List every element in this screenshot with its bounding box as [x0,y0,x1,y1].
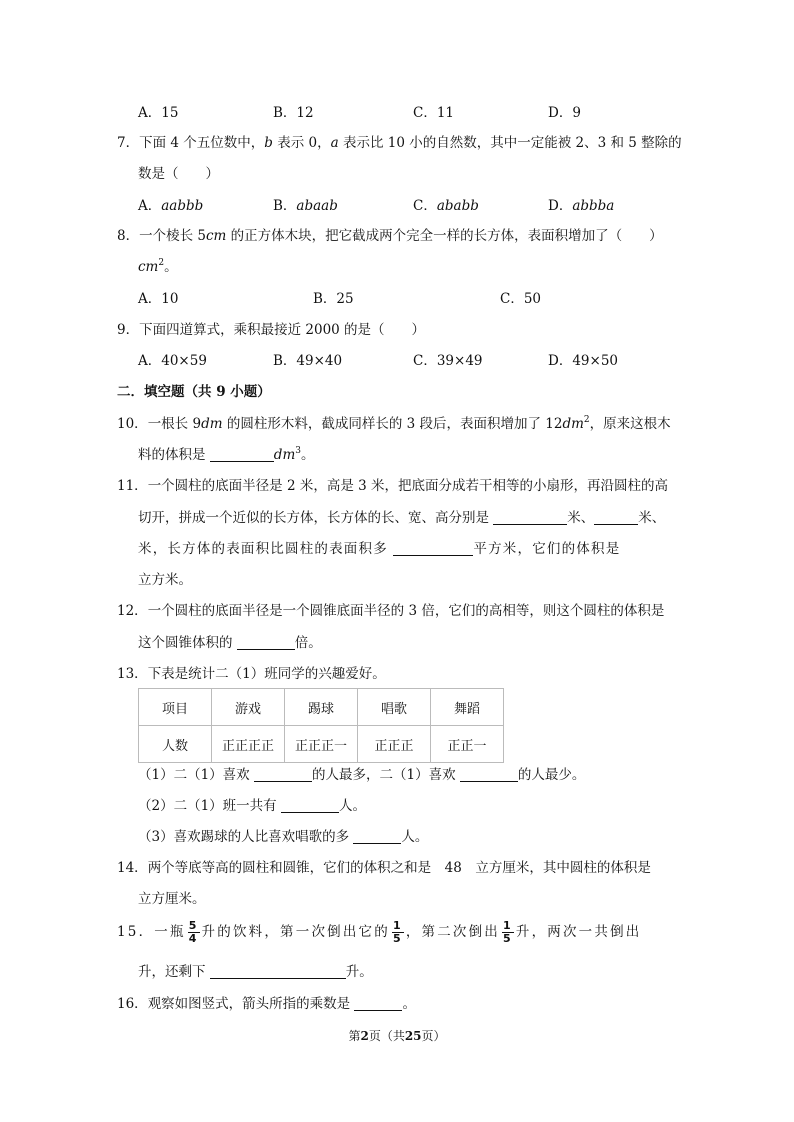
q15-line1: 15．一瓶 $\frac{5}{4}$ 升的饮料，第一次倒出它的 $\frac{1}{5}$ ，第二次倒出 $\frac{1}{5}$ 升，两次一共倒出 [117,919,642,945]
q10-line2: 料的体积是 $dm^3$。 [138,446,315,463]
q8-line2: $cm^2$。 [138,258,178,275]
table-row [139,689,504,726]
q8-option-b: B．25 [313,291,354,307]
q8-option-a: A．10 [138,291,179,307]
q9-option-b: B．49×40 [273,353,343,369]
answer-blank[interactable] [281,798,339,813]
table-row [139,726,504,763]
fraction: $\frac{1}{5}$ [392,919,403,945]
q12-line1: 12．一个圆柱的底面半径是一个圆锥底面半径的 3 倍，它们的高相等，则这个圆柱的体积是 [117,603,665,619]
q14-line1: 14．两个等底等高的圆柱和圆锥，它们的体积之和是 48 立方厘米，其中圆柱的体积是 [117,860,651,876]
q6-option-c: C．11 [413,105,455,121]
q13-line1: 13．下表是统计二（1）班同学的兴趣爱好。 [117,666,386,682]
q11-line1: 11．一个圆柱的底面半径是 2 米，高是 3 米，把底面分成若干相等的小扇形，再沿圆柱的高 [117,478,669,494]
q13-sub2: （2）二（1）班一共有 人。 [138,798,366,814]
q7-option-b: B．abaab [273,198,338,214]
q6-option-b: B．12 [273,105,314,121]
table-cell: 项目 [139,689,212,726]
table-cell: 踢球 [285,689,358,726]
q6-option-a: A．15 [138,105,179,121]
q9-option-c: C．39×49 [413,353,483,369]
q8-line1: 8．一个棱长 5cm 的正方体木块，把它截成两个完全一样的长方体，表面积增加了（ ） [117,228,663,244]
q9-option-d: D．49×50 [548,353,618,369]
q11-line3: 米，长方体的表面积比圆柱的表面积多 平方米，它们的体积是 [138,541,621,557]
q8-option-c: C．50 [500,291,542,307]
answer-blank[interactable] [594,510,638,525]
q9-line1: 9．下面四道算式，乘积最接近 2000 的是（ ） [117,322,426,338]
answer-blank[interactable] [210,964,346,979]
answer-blank[interactable] [254,767,312,782]
fraction: $\frac{1}{5}$ [503,919,513,945]
q13-sub1: （1）二（1）喜欢 的人最多，二（1）喜欢 的人最少。 [138,767,586,783]
answer-blank[interactable] [393,541,473,556]
q10-line1: 10．一根长 9dm 的圆柱形木料，截成同样长的 3 段后，表面积增加了 $12dm^2$，原来这根木 [117,415,671,432]
q7-line2: 数是（ ） [138,166,219,182]
answer-blank[interactable] [210,447,274,462]
table-cell: 正正正正 [212,726,285,763]
q7-line1: 7．下面 4 个五位数中，b 表示 0，a 表示比 10 小的自然数，其中一定能被 2、3 和 5 整除的 [117,135,682,151]
q7-option-c: C．ababb [413,198,479,214]
answer-blank[interactable] [237,635,295,650]
answer-blank[interactable] [353,829,401,844]
q13-sub3: （3）喜欢踢球的人比喜欢唱歌的多 人。 [138,829,429,845]
q11-line4: 立方米。 [138,572,192,588]
fraction: $\frac{5}{4}$ [188,919,199,945]
q15-line2: 升，还剩下 升。 [138,964,373,980]
q16-line1: 16．观察如图竖式，箭头所指的乘数是 。 [117,996,416,1012]
answer-blank[interactable] [354,996,402,1011]
q6-option-d: D．9 [548,105,581,121]
answer-blank[interactable] [460,767,518,782]
table-cell: 正正正 [358,726,431,763]
table-cell: 游戏 [212,689,285,726]
table-cell: 唱歌 [358,689,431,726]
q12-line2: 这个圆锥体积的 倍。 [138,635,322,651]
q14-line2: 立方厘米。 [138,891,206,907]
q7-option-d: D．abbba [548,198,615,214]
section-title: 二．填空题（共 9 小题） [117,384,271,400]
table-cell: 正正一 [431,726,504,763]
table-cell: 舞蹈 [431,689,504,726]
q11-line2: 切开，拼成一个近似的长方体，长方体的长、宽、高分别是 米、 米、 [138,510,666,526]
answer-blank[interactable] [493,510,567,525]
q7-option-a: A．aabbb [138,198,204,214]
page-footer: 第2页（共25页） [348,1029,446,1043]
interest-table [138,688,504,763]
q9-option-a: A．40×59 [138,353,207,369]
table-cell: 人数 [139,726,212,763]
table-cell: 正正正一 [285,726,358,763]
